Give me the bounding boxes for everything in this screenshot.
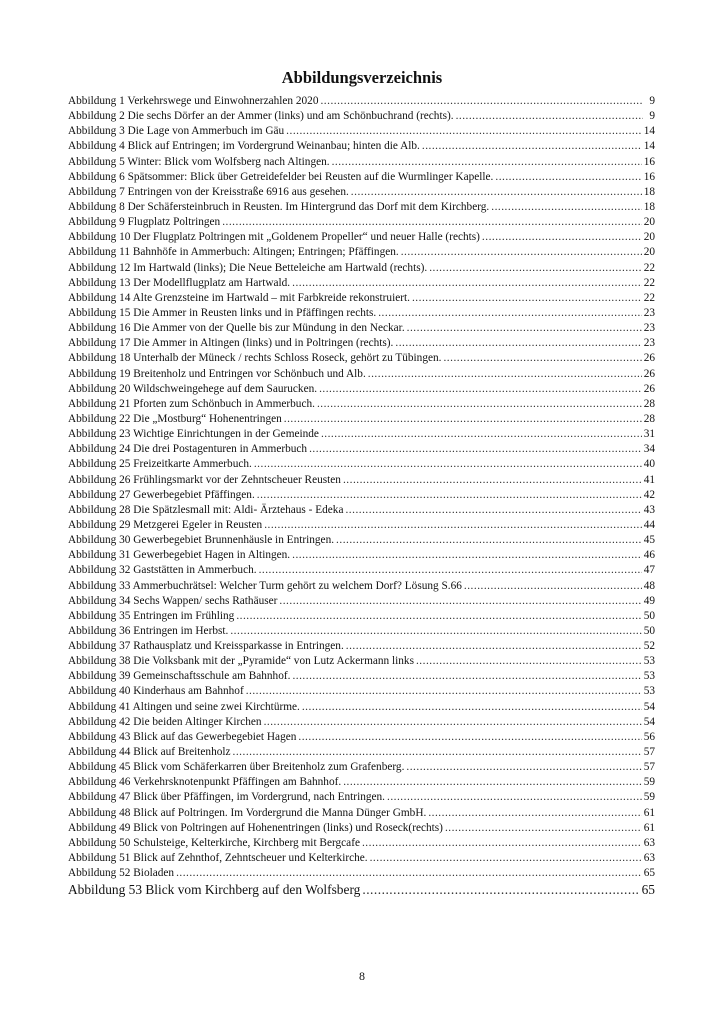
figure-entry-label: Abbildung 46 Verkehrsknotenpunkt Pfäffingen am Bahnhof.: [68, 776, 342, 789]
figure-entry-label: Abbildung 37 Rathausplatz und Kreissparkasse in Entringen.: [68, 640, 344, 653]
figure-entry-page: 41: [643, 473, 655, 486]
figure-entry-page: 59: [643, 776, 655, 789]
dot-leader: [298, 730, 641, 745]
figure-entry-page: 22: [643, 291, 655, 304]
figure-entry-page: 16: [643, 170, 655, 183]
figure-list-entry[interactable]: [68, 155, 655, 170]
figure-entry-page: 65: [643, 867, 655, 880]
figure-entry-label: Abbildung 24 Die drei Postagenturen in Ammerbuch: [68, 443, 308, 456]
figure-list-entry[interactable]: [68, 185, 655, 200]
figure-list-entry[interactable]: [68, 170, 655, 185]
figure-entry-page: 23: [643, 337, 655, 350]
figure-entry-page: 28: [643, 397, 655, 410]
figure-list-entry[interactable]: [68, 336, 655, 351]
page-title: Abbildungsverzeichnis: [281, 68, 443, 87]
dot-leader: [443, 351, 641, 366]
figure-entry-page: 20: [643, 246, 655, 259]
figure-entry-label: Abbildung 51 Blick auf Zehnthof, Zehntscheuer und Kelterkirche.: [68, 852, 368, 865]
figure-list-entry[interactable]: [68, 412, 655, 427]
figure-list-entry[interactable]: [68, 291, 655, 306]
figure-entry-label: Abbildung 16 Die Ammer von der Quelle bis zur Mündung in den Neckar.: [68, 322, 405, 335]
figure-list-entry[interactable]: [68, 382, 655, 397]
dot-leader: [428, 806, 641, 821]
figure-entry-label: Abbildung 17 Die Ammer in Altingen (links) und in Poltringen (rechts).: [68, 337, 394, 350]
figure-entry-page: 56: [643, 730, 655, 743]
figure-entry-label: Abbildung 19 Breitenholz und Entringen vor Schönbuch und Alb.: [68, 367, 366, 380]
figure-list-entry[interactable]: [68, 806, 655, 821]
figure-entry-label: Abbildung 23 Wichtige Einrichtungen in der Gemeinde: [68, 428, 319, 441]
dot-leader: [284, 412, 642, 427]
figure-entry-page: 63: [643, 852, 655, 865]
dot-leader: [407, 321, 642, 336]
dot-leader: [351, 185, 642, 200]
figure-entry-page: 54: [643, 715, 655, 728]
figure-entry-label: Abbildung 21 Pforten zum Schönbuch in Ammerbuch.: [68, 397, 315, 410]
figure-entry-page: 46: [643, 549, 655, 562]
dot-leader: [320, 94, 643, 109]
figure-entry-label: Abbildung 48 Blick auf Poltringen. Im Vordergrund die Manna Dünger GmbH.: [68, 806, 427, 819]
figure-entry-page: 18: [643, 185, 655, 198]
figure-entry-label: Abbildung 13 Der Modellflugplatz am Hartwald.: [68, 276, 291, 289]
figure-entry-page: 47: [643, 564, 655, 577]
figure-entry-label: Abbildung 32 Gaststätten in Ammerbuch.: [68, 564, 257, 577]
figure-entry-label: Abbildung 18 Unterhalb der Müneck / rechts Schloss Roseck, gehört zu Tübingen.: [68, 352, 442, 365]
figure-entry-page: 9: [649, 95, 655, 107]
figure-list-entry[interactable]: [68, 669, 655, 684]
dot-leader: [259, 563, 642, 578]
figure-entry-label: Abbildung 14 Alte Grenzsteine im Hartwald – mit Farbkreide rekonstruiert.: [68, 291, 410, 304]
figure-list-entry[interactable]: [68, 473, 655, 488]
figure-list-entry[interactable]: [68, 367, 655, 382]
figure-entry-label: Abbildung 1 Verkehrswege und Einwohnerzahlen 2020: [68, 95, 319, 107]
figure-entry-page: 40: [643, 458, 655, 471]
figure-entry-label: Abbildung 30 Gewerbegebiet Brunnenhäusle in Entringen.: [68, 534, 335, 547]
figure-entry-label: Abbildung 33 Ammerbuchrätsel: Welcher Turm gehört zu welchem Dorf? Lösung S.66: [68, 579, 462, 592]
figure-entry-page: 14: [643, 125, 655, 138]
dot-leader: [264, 715, 642, 730]
figure-list-entry[interactable]: [68, 624, 655, 639]
figure-entry-page: 44: [643, 518, 655, 531]
figure-entry-label: Abbildung 3 Die Lage von Ammerbuch im Gäu: [68, 125, 285, 138]
figure-list-entry[interactable]: [68, 563, 655, 578]
figure-entry-label: Abbildung 28 Die Spätzlesmall mit: Aldi- Ärztehaus - Edeka: [68, 503, 344, 516]
figure-entry-label: Abbildung 11 Bahnhöfe in Ammerbuch: Altingen; Entringen; Pfäffingen.: [68, 246, 399, 259]
figure-list-entry[interactable]: [68, 442, 655, 457]
dot-leader: [429, 261, 642, 276]
dot-leader: [176, 866, 642, 881]
figure-entry-label: Abbildung 35 Entringen im Frühling: [68, 609, 235, 622]
figure-entry-page: 48: [643, 579, 655, 592]
dot-leader: [302, 700, 642, 715]
dot-leader: [401, 245, 642, 260]
figure-entry-page: 49: [643, 594, 655, 607]
figure-entry-label: Abbildung 5 Winter: Blick vom Wolfsberg nach Altingen.: [68, 155, 330, 168]
figure-entry-label: Abbildung 47 Blick über Pfäffingen, im Vordergrund, nach Entringen.: [68, 791, 385, 804]
figure-list-entry[interactable]: [68, 533, 655, 548]
figure-list-entry[interactable]: [68, 518, 655, 533]
figure-entry-page: 42: [643, 488, 655, 501]
figure-list-entry[interactable]: [68, 321, 655, 336]
figure-entry-page: 16: [643, 155, 655, 168]
figure-entry-label: Abbildung 50 Schulsteige, Kelterkirche, Kirchberg mit Bergcafe: [68, 836, 360, 849]
figure-list-entry[interactable]: [68, 397, 655, 412]
figure-entry-label: Abbildung 20 Wildschweingehege auf dem Saurucken.: [68, 382, 318, 395]
figure-entry-label: Abbildung 25 Freizeitkarte Ammerbuch.: [68, 458, 252, 471]
dot-leader: [317, 397, 642, 412]
figure-entry-page: 53: [643, 685, 655, 698]
figure-list-entry[interactable]: [68, 715, 655, 730]
figure-entry-label: Abbildung 6 Spätsommer: Blick über Getreidefelder bei Reusten auf die Wurmlinger Kapelle.: [68, 170, 494, 183]
figure-entry-label: Abbildung 42 Die beiden Altinger Kirchen: [68, 715, 262, 728]
dot-leader: [336, 533, 642, 548]
figure-list-entry[interactable]: [68, 760, 655, 775]
dot-leader: [387, 790, 642, 805]
figure-entry-label: Abbildung 40 Kinderhaus am Bahnhof: [68, 685, 244, 698]
figure-entry-label: Abbildung 2 Die sechs Dörfer an der Ammer (links) und am Schönbuchrand (rechts).: [68, 110, 454, 123]
dot-leader: [464, 579, 642, 594]
figure-entry-page: 45: [643, 534, 655, 547]
figure-list-entry[interactable]: [68, 594, 655, 609]
figure-list-entry[interactable]: [68, 124, 655, 139]
dot-leader: [332, 155, 642, 170]
figure-entry-page: 54: [643, 700, 655, 713]
figure-entry-page: 23: [643, 322, 655, 335]
figure-entry-page: 43: [643, 503, 655, 516]
figure-list-entry[interactable]: [68, 488, 655, 503]
figure-entry-page: 61: [643, 806, 655, 819]
figure-list-entry[interactable]: [68, 790, 655, 805]
figure-list-entry[interactable]: [68, 639, 655, 654]
figure-entry-page: 52: [643, 640, 655, 653]
figure-entry-page: 53: [643, 670, 655, 683]
figure-list-entry[interactable]: [68, 351, 655, 366]
figure-entry-label: Abbildung 52 Bioladen: [68, 867, 175, 880]
figure-entry-page: 18: [643, 200, 655, 213]
figure-entry-label: Abbildung 29 Metzgerei Egeler in Reusten: [68, 518, 263, 531]
dot-leader: [412, 291, 642, 306]
figure-entry-label: Abbildung 26 Frühlingsmarkt vor der Zehntscheuer Reusten: [68, 473, 341, 486]
figure-entry-label: Abbildung 22 Die „Mostburg“ Hohenentringen: [68, 412, 282, 425]
figure-entry-label: Abbildung 36 Entringen im Herbst.: [68, 624, 229, 637]
figure-entry-page: 50: [643, 624, 655, 637]
figure-list-entry[interactable]: [68, 503, 655, 518]
figure-entry-page: 26: [643, 382, 655, 395]
figure-entry-label: Abbildung 34 Sechs Wappen/ sechs Rathäuser: [68, 594, 278, 607]
figure-entry-label: Abbildung 39 Gemeinschaftsschule am Bahnhof.: [68, 670, 291, 683]
figure-entry-page: 23: [643, 306, 655, 319]
figure-entry-label: Abbildung 43 Blick auf das Gewerbegebiet Hagen: [68, 730, 297, 743]
dot-leader: [292, 548, 642, 563]
figure-list-entry[interactable]: [68, 700, 655, 715]
figure-list-entry[interactable]: [68, 306, 655, 321]
figure-entry-label: Abbildung 49 Blick von Poltringen auf Hohenentringen (links) und Roseck(rechts): [68, 821, 443, 834]
dot-leader: [491, 200, 641, 215]
dot-leader: [292, 276, 642, 291]
dot-leader: [222, 215, 642, 230]
dot-leader: [292, 669, 641, 684]
figure-entry-page: 26: [643, 352, 655, 365]
figure-list-entry[interactable]: [68, 457, 655, 472]
figure-list-entry[interactable]: [68, 215, 655, 230]
figure-list-entry[interactable]: [68, 245, 655, 260]
dot-leader: [395, 336, 641, 351]
figure-entry-label: Abbildung 12 Im Hartwald (links); Die Neue Betteleiche am Hartwald (rechts).: [68, 261, 428, 274]
figure-entry-page: 50: [643, 609, 655, 622]
dot-leader: [321, 427, 642, 442]
page-number: 8: [359, 969, 365, 983]
figure-list-entry[interactable]: [68, 836, 655, 851]
figure-list-entry[interactable]: [68, 276, 655, 291]
dot-leader: [233, 745, 642, 760]
figure-entry-label: Abbildung 10 Der Flugplatz Poltringen mit „Goldenem Propeller“ und neuer Halle (rechts): [68, 231, 480, 244]
dot-leader: [368, 367, 642, 382]
dot-leader: [482, 230, 642, 245]
figure-entry-label: Abbildung 7 Entringen von der Kreisstraße 6916 aus gesehen.: [68, 185, 349, 198]
dot-leader: [319, 382, 642, 397]
figure-list-entry[interactable]: [68, 654, 655, 669]
figure-list-entry[interactable]: [68, 200, 655, 215]
figure-entry-page: 34: [643, 443, 655, 456]
dot-leader: [406, 760, 641, 775]
figure-entry-page: 26: [643, 367, 655, 380]
figure-entry-page: 22: [643, 276, 655, 289]
dot-leader: [416, 654, 642, 669]
figure-entry-page: 20: [643, 216, 655, 229]
figure-list-entry[interactable]: [68, 609, 655, 624]
figure-list-entry[interactable]: [68, 139, 655, 154]
dot-leader: [456, 109, 643, 124]
figure-list-entry[interactable]: [68, 745, 655, 760]
figure-entry-label: Abbildung 4 Blick auf Entringen; im Vordergrund Weinanbau; hinten die Alb.: [68, 140, 420, 153]
figure-entry-label: Abbildung 44 Blick auf Breitenholz: [68, 746, 231, 759]
figure-entry-page: 53: [643, 655, 655, 668]
figure-entry-label: Abbildung 38 Die Volksbank mit der „Pyramide“ von Lutz Ackermann links: [68, 655, 414, 668]
figure-list-entry[interactable]: [68, 881, 655, 898]
dot-leader: [495, 170, 641, 185]
figure-entry-label: Abbildung 53 Blick vom Kirchberg auf den Wolfsberg: [68, 882, 361, 898]
figure-list-entry[interactable]: [68, 579, 655, 594]
figure-entry-label: Abbildung 31 Gewerbegebiet Hagen in Altingen.: [68, 549, 291, 562]
figure-entry-label: Abbildung 27 Gewerbegebiet Pfäffingen.: [68, 488, 255, 501]
figure-list-entry[interactable]: [68, 261, 655, 276]
figure-entry-page: 9: [649, 110, 655, 123]
dot-leader: [343, 473, 642, 488]
dot-leader: [279, 594, 641, 609]
figure-entry-page: 57: [643, 746, 655, 759]
figure-list-entry[interactable]: [68, 821, 655, 836]
dot-leader: [362, 881, 639, 898]
dot-leader: [254, 457, 642, 472]
figure-list-entry[interactable]: [68, 851, 655, 866]
figure-entry-page: 28: [643, 412, 655, 425]
figure-list-entry[interactable]: [68, 730, 655, 745]
figure-entry-label: Abbildung 8 Der Schäfersteinbruch in Reusten. Im Hintergrund das Dorf mit dem Kirchberg.: [68, 200, 490, 213]
dot-leader: [370, 851, 642, 866]
figure-entry-page: 14: [643, 140, 655, 153]
dot-leader: [257, 488, 642, 503]
dot-leader: [445, 821, 642, 836]
dot-leader: [286, 124, 642, 139]
figure-entry-label: Abbildung 41 Altingen und seine zwei Kirchtürme.: [68, 700, 300, 713]
figure-entry-page: 65: [641, 882, 655, 898]
figure-entry-page: 61: [643, 821, 655, 834]
dot-leader: [236, 609, 641, 624]
dot-leader: [264, 518, 642, 533]
dot-leader: [422, 139, 642, 154]
figure-list: [68, 94, 655, 898]
figure-entry-label: Abbildung 9 Flugplatz Poltringen: [68, 216, 221, 229]
figure-list-entry[interactable]: [68, 866, 655, 881]
dot-leader: [309, 442, 642, 457]
figure-list-entry[interactable]: [68, 684, 655, 699]
dot-leader: [345, 503, 641, 518]
figure-entry-page: 22: [643, 261, 655, 274]
figure-list-entry[interactable]: [68, 775, 655, 790]
figure-entry-page: 63: [643, 836, 655, 849]
figure-entry-label: Abbildung 15 Die Ammer in Reusten links und in Pfäffingen rechts.: [68, 306, 377, 319]
figure-entry-page: 31: [643, 428, 655, 441]
figure-list-entry[interactable]: [68, 427, 655, 442]
figure-entry-page: 57: [643, 761, 655, 774]
dot-leader: [230, 624, 641, 639]
figure-entry-page: 59: [643, 791, 655, 804]
figure-entry-label: Abbildung 45 Blick vom Schäferkarren über Breitenholz zum Grafenberg.: [68, 761, 405, 774]
figure-list-entry[interactable]: [68, 230, 655, 245]
figure-entry-page: 20: [643, 231, 655, 244]
figure-list-entry[interactable]: [68, 548, 655, 563]
dot-leader: [378, 306, 641, 321]
figure-list-entry[interactable]: [68, 94, 655, 109]
dot-leader: [362, 836, 642, 851]
dot-leader: [343, 775, 642, 790]
dot-leader: [246, 684, 642, 699]
figure-list-entry[interactable]: [68, 109, 655, 124]
dot-leader: [346, 639, 642, 654]
